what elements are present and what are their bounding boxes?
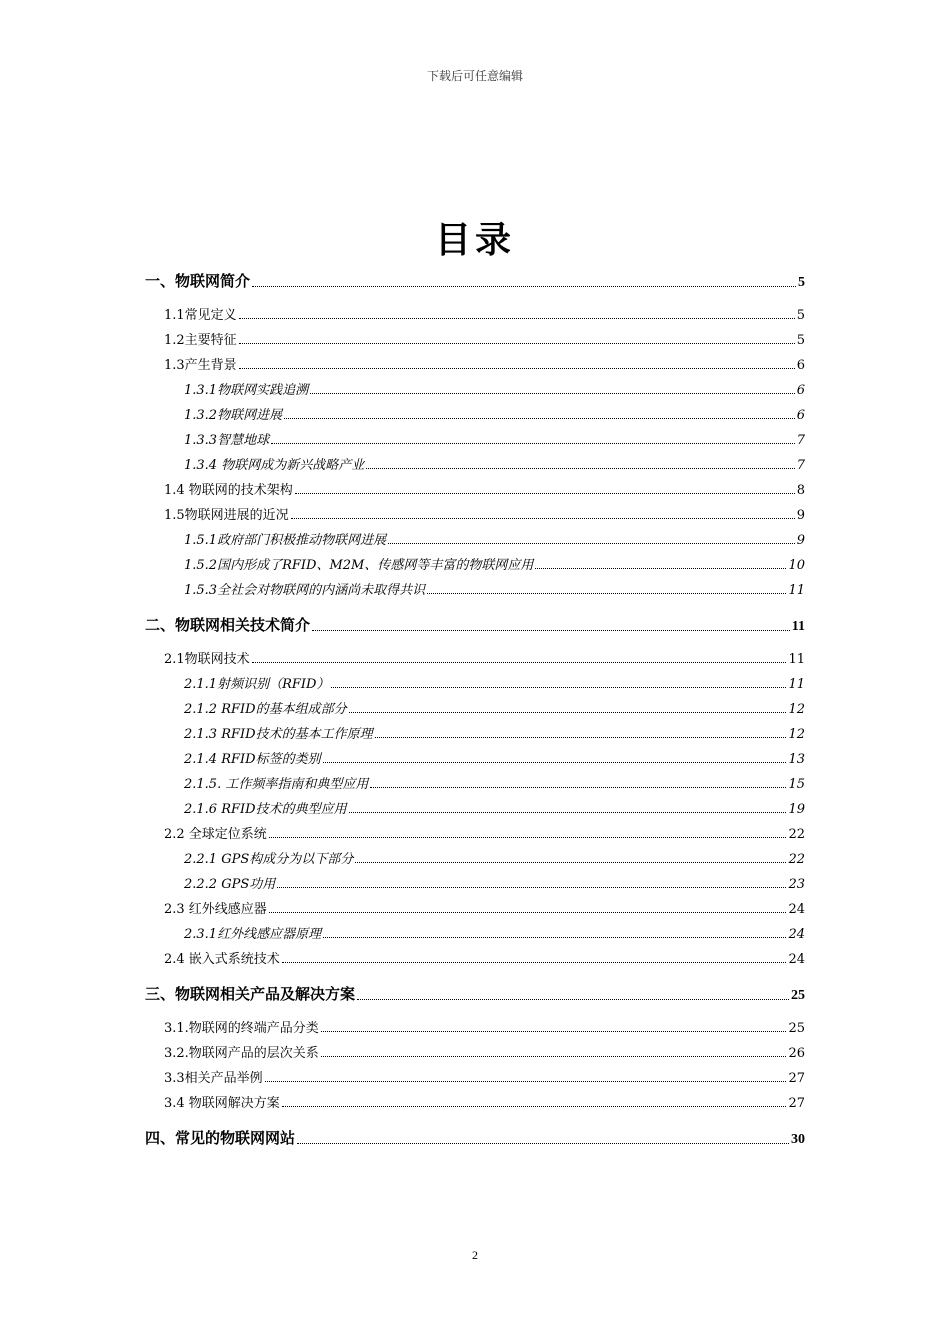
toc-entry[interactable] [145, 1128, 805, 1148]
toc-dot-leader [252, 285, 796, 287]
toc-entry[interactable] [184, 722, 805, 742]
toc-dot-leader [321, 1055, 787, 1057]
page-header: 下载后可任意编辑 [426, 69, 523, 83]
toc-entry[interactable] [184, 697, 805, 717]
page-title: 目录 [434, 220, 515, 261]
toc-entry-title: 1.5.1政府部门积极推动物联网进展 [184, 533, 387, 548]
toc-entry-title: 2.2.2 GPS功用 [184, 877, 276, 892]
toc-dot-leader [239, 367, 795, 369]
toc-entry-page: 15 [788, 777, 805, 792]
toc-dot-leader [370, 786, 786, 788]
toc-entry[interactable] [184, 672, 805, 692]
toc-entry-title: 2.1.2 RFID的基本组成部分 [184, 702, 347, 717]
toc-dot-leader [388, 542, 795, 544]
toc-entry-page: 11 [788, 677, 805, 692]
toc-entry-title: 1.4 物联网的技术架构 [164, 483, 293, 498]
toc-entry[interactable] [184, 428, 805, 448]
toc-entry-page: 10 [788, 558, 805, 573]
toc-entry-title: 2.1物联网技术 [164, 652, 250, 667]
toc-entry-title: 3.1.物联网的终端产品分类 [164, 1021, 319, 1036]
toc-entry-page: 25 [788, 1021, 805, 1036]
toc-entry-title: 1.3.4 物联网成为新兴战略产业 [184, 458, 365, 473]
toc-entry[interactable] [184, 772, 805, 792]
toc-entry-title: 二、物联网相关技术简介 [145, 616, 311, 634]
toc-dot-leader [323, 936, 786, 938]
toc-entry-page: 19 [788, 802, 805, 817]
toc-entry[interactable] [184, 553, 805, 573]
toc-entry-title: 3.3相关产品举例 [164, 1071, 263, 1086]
toc-entry[interactable] [164, 1016, 805, 1036]
toc-entry-page: 24 [788, 927, 805, 942]
toc-entry[interactable] [164, 353, 805, 373]
toc-dot-leader [295, 492, 795, 494]
toc-entry-page: 13 [788, 752, 805, 767]
toc-entry-title: 2.1.3 RFID技术的基本工作原理 [184, 727, 373, 742]
toc-dot-leader [349, 811, 787, 813]
toc-entry-title: 1.2主要特征 [164, 333, 237, 348]
toc-entry[interactable] [164, 822, 805, 842]
toc-entry[interactable] [164, 1066, 805, 1086]
toc-dot-leader [349, 711, 787, 713]
toc-entry-page: 6 [796, 358, 805, 373]
toc-entry-page: 30 [791, 1132, 805, 1147]
toc-dot-leader [291, 517, 795, 519]
toc-entry-page: 11 [791, 619, 805, 634]
toc-entry-page: 26 [788, 1046, 805, 1061]
toc-dot-leader [312, 629, 790, 631]
toc-entry-page: 12 [788, 702, 805, 717]
toc-dot-leader [239, 317, 795, 319]
toc-entry[interactable] [184, 578, 805, 598]
toc-entry[interactable] [184, 872, 805, 892]
toc-entry[interactable] [164, 478, 805, 498]
toc-entry-title: 1.5.2国内形成了RFID、M2M、传感网等丰富的物联网应用 [184, 558, 534, 573]
toc-entry-title: 四、常见的物联网网站 [145, 1129, 296, 1147]
toc-dot-leader [271, 442, 795, 444]
toc-dot-leader [357, 998, 789, 1000]
toc-dot-leader [321, 1030, 787, 1032]
toc-entry-title: 1.1常见定义 [164, 308, 237, 323]
toc-entry[interactable] [164, 897, 805, 917]
toc-dot-leader [366, 467, 795, 469]
toc-entry-page: 5 [798, 275, 805, 290]
toc-dot-leader [284, 417, 795, 419]
toc-entry-title: 1.3产生背景 [164, 358, 237, 373]
toc-entry-title: 2.2.1 GPS构成分为以下部分 [184, 852, 354, 867]
toc-entry-page: 22 [788, 852, 805, 867]
toc-dot-leader [310, 392, 795, 394]
toc-entry-title: 1.5物联网进展的近况 [164, 508, 289, 523]
toc-entry-page: 27 [788, 1071, 805, 1086]
toc-dot-leader [355, 861, 786, 863]
toc-entry-page: 5 [796, 333, 805, 348]
toc-entry[interactable] [164, 647, 805, 667]
toc-entry-page: 9 [796, 533, 805, 548]
toc-entry-page: 12 [788, 727, 805, 742]
toc-entry-page: 5 [796, 308, 805, 323]
toc-entry-page: 24 [788, 902, 805, 917]
toc-dot-leader [252, 661, 787, 663]
toc-dot-leader [269, 836, 787, 838]
toc-entry-page: 25 [791, 988, 805, 1003]
toc-dot-leader [277, 886, 786, 888]
toc-entry-page: 22 [788, 827, 805, 842]
toc-dot-leader [375, 736, 787, 738]
toc-entry-page: 7 [796, 458, 805, 473]
toc-entry-title: 1.3.2物联网进展 [184, 408, 283, 423]
toc-entry-page: 9 [796, 508, 805, 523]
toc-entry[interactable] [184, 378, 805, 398]
page-number: 2 [472, 1248, 478, 1262]
toc-dot-leader [265, 1080, 787, 1082]
toc-entry-page: 7 [796, 433, 805, 448]
toc-entry-title: 1.3.1物联网实践追溯 [184, 383, 309, 398]
toc-entry-title: 2.3.1红外线感应器原理 [184, 927, 322, 942]
toc-entry-title: 2.1.6 RFID技术的典型应用 [184, 802, 347, 817]
toc-entry-page: 8 [796, 483, 805, 498]
toc-entry-title: 2.1.1射频识别（RFID） [184, 677, 330, 692]
toc-entry-page: 6 [796, 408, 805, 423]
toc-entry-page: 6 [796, 383, 805, 398]
toc-entry-title: 2.4 嵌入式系统技术 [164, 952, 280, 967]
toc-entry[interactable] [184, 453, 805, 473]
toc-entry-title: 一、物联网简介 [145, 272, 251, 290]
toc-entry-title: 2.3 红外线感应器 [164, 902, 267, 917]
toc-entry[interactable] [145, 615, 805, 635]
toc-dot-leader [269, 911, 787, 913]
toc-entry-page: 11 [788, 583, 805, 598]
toc-entry[interactable] [184, 922, 805, 942]
toc-entry-page: 11 [788, 652, 805, 667]
toc-entry-page: 27 [788, 1096, 805, 1111]
toc-entry[interactable] [184, 797, 805, 817]
toc-entry[interactable] [164, 303, 805, 323]
toc-entry[interactable] [164, 328, 805, 348]
toc-entry[interactable] [164, 1041, 805, 1061]
toc-entry[interactable] [164, 947, 805, 967]
toc-entry[interactable] [184, 747, 805, 767]
toc-dot-leader [282, 961, 787, 963]
toc-entry[interactable] [184, 528, 805, 548]
toc-dot-leader [427, 592, 786, 594]
toc-dot-leader [282, 1105, 787, 1107]
toc-entry-title: 1.5.3全社会对物联网的内涵尚未取得共识 [184, 583, 426, 598]
toc-entry-title: 2.1.4 RFID标签的类别 [184, 752, 321, 767]
toc-entry-title: 三、物联网相关产品及解决方案 [145, 985, 356, 1003]
toc-entry[interactable] [145, 271, 805, 291]
toc-dot-leader [297, 1142, 789, 1144]
toc-dot-leader [331, 686, 786, 688]
toc-dot-leader [323, 761, 787, 763]
toc-entry[interactable] [184, 847, 805, 867]
toc-entry-title: 2.1.5. 工作频率指南和典型应用 [184, 777, 369, 792]
toc-dot-leader [239, 342, 795, 344]
toc-entry[interactable] [184, 403, 805, 423]
toc-entry[interactable] [164, 503, 805, 523]
toc-dot-leader [535, 567, 786, 569]
toc-entry-title: 1.3.3智慧地球 [184, 433, 270, 448]
toc-entry-title: 3.2.物联网产品的层次关系 [164, 1046, 319, 1061]
toc-entry-page: 24 [788, 952, 805, 967]
toc-entry-page: 23 [788, 877, 805, 892]
toc-entry-title: 2.2 全球定位系统 [164, 827, 267, 842]
toc-entry-title: 3.4 物联网解决方案 [164, 1096, 280, 1111]
toc-entry[interactable] [145, 984, 805, 1004]
toc-entry[interactable] [164, 1091, 805, 1111]
